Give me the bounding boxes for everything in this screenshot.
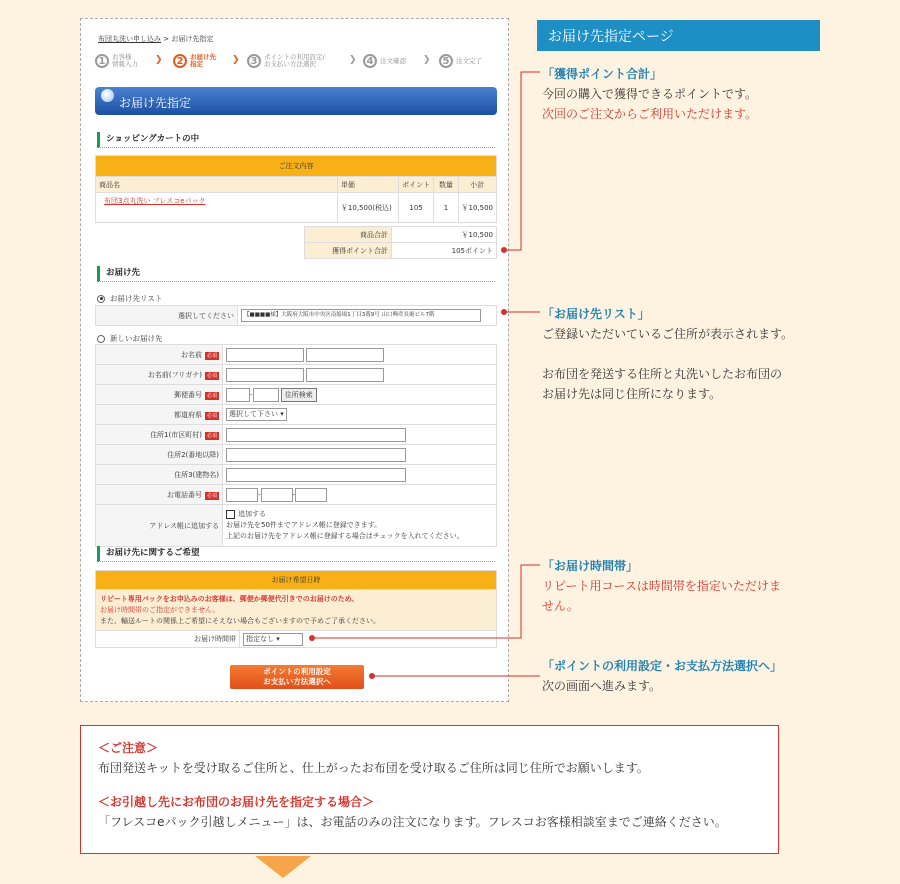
zip-search-button[interactable]: 住所検索 [281, 388, 317, 402]
col-name: 商品名 [96, 177, 338, 193]
callout-text: 次の画面へ進みます。 [542, 679, 662, 693]
col-point: ポイント [398, 177, 434, 193]
addrbook-checkbox[interactable] [226, 510, 235, 519]
wish-note: また、輸送ルートの関係上ご希望にそえない場合もございますので予めご了承ください。 [100, 616, 380, 625]
callout-text-red: せん。 [542, 599, 579, 613]
notice-text-2: 「フレスコeパック引越しメニュー」は、お電話のみの注文になります。フレスコお客様相談室までご連絡ください。 [98, 815, 727, 829]
radio-on-icon [97, 295, 105, 303]
total-label: 商品合計 [305, 227, 392, 243]
page-title-banner [95, 87, 497, 115]
step-4 [363, 51, 406, 71]
chevron-right-icon: ❯ [155, 55, 163, 65]
zip1-input[interactable] [226, 388, 250, 402]
down-arrow-icon [255, 856, 311, 878]
section-delivery: お届け先 [97, 266, 495, 282]
section-wish: お届け先に関するご希望 [97, 546, 495, 562]
step-label: 注文完了 [456, 56, 482, 65]
time-select[interactable]: 指定なし ▾ [243, 633, 303, 646]
breadcrumb-sep: > [161, 35, 172, 43]
addrbook-note-2: 上記のお届け先をアドレス帳に登録する場合はチェックを入れてください。 [226, 532, 464, 540]
wish-warning-1: リピート専用パックをお申込みのお客様は、郵便か郵便代引きでのお届けのため、 [100, 594, 359, 603]
breadcrumb-link[interactable]: 布団丸洗い申し込み [98, 35, 161, 43]
notice-text-1: 布団発送キットを受け取るご住所と、仕上がったお布団を受け取るご住所は同じ住所でお願いします。 [98, 761, 649, 775]
time-label: お届け時間帯 [96, 631, 240, 648]
breadcrumb-current: お届け先指定 [171, 35, 214, 43]
first-name-input[interactable] [306, 348, 384, 362]
cell-price: ￥10,500(税込) [337, 193, 398, 223]
required-badge: 必須 [206, 392, 217, 399]
pref-label: 都道府県 [173, 410, 202, 419]
required-badge: 必須 [206, 352, 217, 359]
select-label: 選択してください [96, 306, 238, 326]
required-badge: 必須 [206, 372, 217, 379]
step-5 [439, 51, 482, 71]
zip-label: 郵便番号 [173, 390, 202, 399]
radio-address-list[interactable] [97, 293, 162, 304]
callout-text: 今回の購入で獲得できるポイントです。 [542, 87, 758, 101]
callout-dot [309, 635, 315, 641]
addr2-label: 住所2(番地以降) [167, 450, 219, 459]
totals-table [304, 226, 497, 259]
time-select-value: 指定なし [246, 634, 274, 643]
step-3 [247, 51, 325, 71]
step-label: お届け先 指定 [190, 53, 216, 68]
callout-text: ご登録いただいているご住所が表示されます。 [542, 327, 794, 341]
points-value: 105ポイント [392, 243, 497, 259]
addr3-input[interactable] [226, 468, 406, 482]
section-cart: ショッピングカートの中 [97, 132, 495, 148]
bulb-icon [101, 89, 114, 102]
page-title: お届け先指定 [119, 96, 192, 110]
callout-dot [501, 247, 507, 253]
required-badge: 必須 [206, 412, 217, 419]
callout-title: 「お届け時間帯」 [542, 559, 639, 573]
step-label: 注文確認 [380, 56, 406, 65]
radio-off-icon [97, 335, 105, 343]
radio-label: お届け先リスト [110, 294, 163, 303]
address-select[interactable]: 【■■■■様】大阪府大阪市中央区南船場1丁目3番9号 山口興産長堀ビル7階 [241, 309, 481, 322]
cart-header: ご注文内容 [96, 156, 497, 177]
points-label: 獲得ポイント合計 [305, 243, 392, 259]
first-kana-input[interactable] [306, 368, 384, 382]
addr1-input[interactable] [226, 428, 406, 442]
wish-table [95, 570, 497, 648]
callout-address-list [542, 304, 832, 404]
tel-label: お電話番号 [166, 490, 202, 499]
chevron-right-icon: ❯ [232, 55, 240, 65]
notice-box [80, 725, 779, 854]
notice-title-2: ＜お引越し先にお布団のお届け先を指定する場合＞ [98, 795, 375, 809]
last-name-input[interactable] [226, 348, 304, 362]
radio-label: 新しいお届け先 [110, 334, 163, 343]
kana-label: お名前(フリガナ) [147, 370, 202, 379]
callout-title: 「獲得ポイント合計」 [542, 67, 663, 81]
addr1-label: 住所1(市区町村) [150, 430, 202, 439]
breadcrumb [98, 34, 213, 44]
pref-select-value: 選択して下さい [229, 410, 278, 418]
pref-select[interactable]: 選択して下さい ▾ [226, 408, 287, 421]
new-address-form: お名前 必須 お名前(フリガナ) 必須 郵便番号 必須 - 住所検索 都道府県 必須 選択して下さい ▾ 住所1(市区町村) 必須 住所2(番地以降) 住所3(建物名) お電話番号 必須 - - アドレス帳に追加する 追加する お届け先を50件までアドレス帳に登録できます。 上記のお届け先をアドレス帳に登録する場合はチェックを入れてください。 [95, 344, 497, 547]
addrbook-label: アドレス帳に追加する [96, 505, 223, 547]
chevron-right-icon: ❯ [349, 55, 357, 65]
callout-dot [501, 309, 507, 315]
callout-title: 「ポイントの利用設定・お支払方法選択へ」 [542, 659, 783, 673]
required-badge: 必須 [206, 492, 217, 499]
callout-title: 「お届け先リスト」 [542, 307, 650, 321]
step-number: 2 [173, 54, 187, 68]
step-1 [95, 51, 138, 71]
callout-time [542, 556, 832, 616]
cell-subtotal: ￥10,500 [458, 193, 497, 223]
step-number: 1 [95, 54, 109, 68]
step-number: 3 [247, 54, 261, 68]
product-link[interactable]: 布団3点丸洗い フレスコeパック [104, 197, 206, 205]
step-label: ポイントの利用設定/ お支払い方法選択 [264, 53, 325, 68]
step-label: お客様 情報入力 [112, 53, 138, 68]
right-title: お届け先指定ページ [537, 20, 820, 51]
tel2-input[interactable] [261, 488, 293, 502]
col-qty: 数量 [434, 177, 458, 193]
zip2-input[interactable] [253, 388, 279, 402]
addr2-input[interactable] [226, 448, 406, 462]
addrbook-note-1: お届け先を50件までアドレス帳に登録できます。 [226, 521, 382, 529]
chevron-right-icon: ❯ [423, 55, 431, 65]
callout-text: お届け先は同じ住所になります。 [542, 387, 722, 401]
wish-warning-2: お届け時間帯のご指定ができません。 [100, 605, 220, 614]
callout-next [542, 656, 832, 696]
col-price: 単価 [337, 177, 398, 193]
table-row [96, 193, 497, 223]
address-list-table [95, 305, 497, 326]
callout-text-red: リピート用コースは時間帯を指定いただけま [542, 579, 781, 593]
step-number: 5 [439, 54, 453, 68]
tel1-input[interactable] [226, 488, 258, 502]
callout-text: お布団を発送する住所と丸洗いしたお布団の [542, 367, 783, 381]
total-value: ￥10,500 [392, 227, 497, 243]
addrbook-check-label: 追加する [238, 510, 266, 518]
notice-title-1: ＜ご注意＞ [98, 741, 159, 755]
cart-table [95, 155, 497, 223]
callout-dot [369, 673, 375, 679]
callout-points [542, 64, 832, 124]
step-2 [173, 51, 216, 71]
step-indicator [95, 51, 495, 71]
wish-header: お届け希望日時 [96, 571, 497, 590]
name-label: お名前 [180, 350, 202, 359]
last-kana-input[interactable] [226, 368, 304, 382]
required-badge: 必須 [206, 432, 217, 439]
callout-text-red: 次回のご注文からご利用いただけます。 [542, 107, 758, 121]
cell-point: 105 [398, 193, 434, 223]
addr3-label: 住所3(建物名) [174, 470, 219, 479]
col-subtotal: 小計 [458, 177, 497, 193]
screenshot-panel [80, 18, 509, 702]
radio-new-address[interactable] [97, 333, 163, 344]
next-step-button[interactable]: ポイントの利用設定 お支払い方法選択へ [230, 665, 364, 689]
tel3-input[interactable] [295, 488, 327, 502]
step-number: 4 [363, 54, 377, 68]
cell-qty: 1 [434, 193, 458, 223]
